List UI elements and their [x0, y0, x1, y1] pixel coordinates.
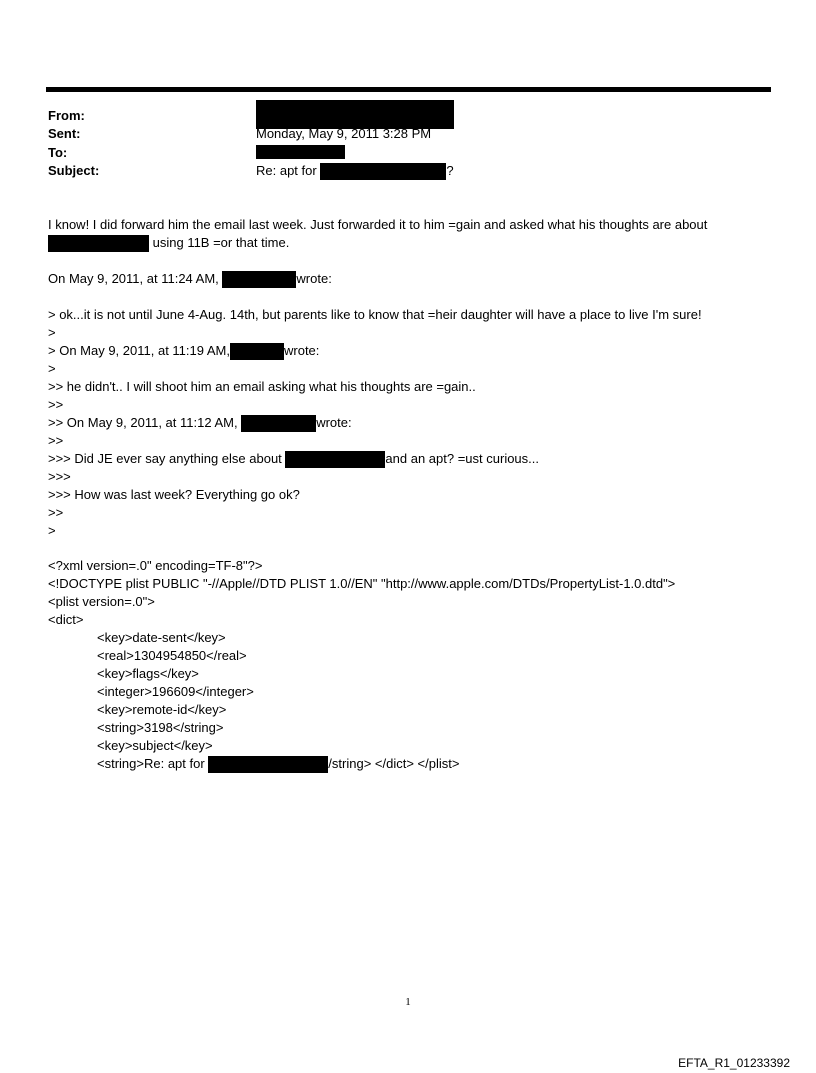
document-id: EFTA_R1_01233392	[678, 1056, 790, 1070]
from-redaction	[256, 100, 454, 129]
body-text-span: using 11B =or that time.	[152, 235, 290, 250]
body-line: > ok...it is not until June 4-Aug. 14th, but parents like to know that =heir daughter will have a place to live I'm sure!	[48, 307, 702, 322]
xml-line: <?xml version=.0" encoding=TF-8"?>	[48, 558, 263, 573]
name-redaction	[222, 271, 296, 288]
body-line: >>	[48, 433, 64, 448]
subject-redaction	[208, 756, 328, 773]
body-line	[48, 342, 319, 360]
xml-line: <plist version=.0">	[48, 594, 155, 609]
name-redaction	[285, 451, 385, 468]
to-label: To:	[48, 145, 68, 160]
body-line: >	[48, 523, 56, 538]
header-rule	[46, 87, 771, 92]
body-text-span: > On May 9, 2011, at 11:19 AM,	[48, 343, 230, 358]
xml-line: <real>1304954850</real>	[97, 648, 247, 663]
body-text-span: and an apt? =ust curious...	[385, 451, 539, 466]
body-text-span: On May 9, 2011, at 11:24 AM,	[48, 271, 219, 286]
body-line: >> he didn't.. I will shoot him an email asking what his thoughts are =gain..	[48, 379, 476, 394]
sent-value: Monday, May 9, 2011 3:28 PM	[256, 126, 432, 141]
subject-prefix: Re: apt for	[256, 163, 317, 178]
body-line: >	[48, 325, 56, 340]
body-text-span: wrote:	[296, 271, 332, 286]
xml-line: <dict>	[48, 612, 84, 627]
page-number: 1	[405, 996, 411, 1008]
from-label: From:	[48, 108, 85, 123]
subject-value	[256, 163, 454, 180]
body-line	[48, 234, 289, 252]
xml-line	[97, 755, 459, 773]
xml-line: <integer>196609</integer>	[97, 684, 254, 699]
body-line	[48, 414, 352, 432]
body-text-span: >>> Did JE ever say anything else about	[48, 451, 282, 466]
xml-line: <key>flags</key>	[97, 666, 199, 681]
body-line: >>	[48, 397, 64, 412]
to-redaction	[256, 145, 345, 159]
subject-suffix: ?	[446, 163, 454, 178]
body-text-span: >> On May 9, 2011, at 11:12 AM,	[48, 415, 238, 430]
xml-line: <key>subject</key>	[97, 738, 213, 753]
sent-label: Sent:	[48, 126, 81, 141]
body-text-span: /string> </dict> </plist>	[328, 756, 460, 771]
name-redaction	[241, 415, 316, 432]
body-line: >>	[48, 505, 64, 520]
xml-line: <key>remote-id</key>	[97, 702, 227, 717]
name-redaction	[48, 235, 149, 252]
xml-line: <key>date-sent</key>	[97, 630, 226, 645]
body-line: I know! I did forward him the email last week. Just forwarded it to him =gain and asked what his thoughts are about	[48, 217, 708, 232]
body-line: >>>	[48, 469, 71, 484]
xml-line: <string>3198</string>	[97, 720, 224, 735]
name-redaction	[230, 343, 284, 360]
body-text-span: wrote:	[284, 343, 320, 358]
body-line	[48, 270, 332, 288]
body-text-span: <string>Re: apt for	[97, 756, 205, 771]
subject-redaction	[320, 163, 446, 180]
body-line: >	[48, 361, 56, 376]
body-text-span: wrote:	[316, 415, 352, 430]
xml-line: <!DOCTYPE plist PUBLIC "-//Apple//DTD PLIST 1.0//EN" "http://www.apple.com/DTDs/PropertyList-1.0.dtd">	[48, 576, 676, 591]
subject-label: Subject:	[48, 163, 100, 178]
body-line: >>> How was last week? Everything go ok?	[48, 487, 300, 502]
body-line	[48, 450, 539, 468]
